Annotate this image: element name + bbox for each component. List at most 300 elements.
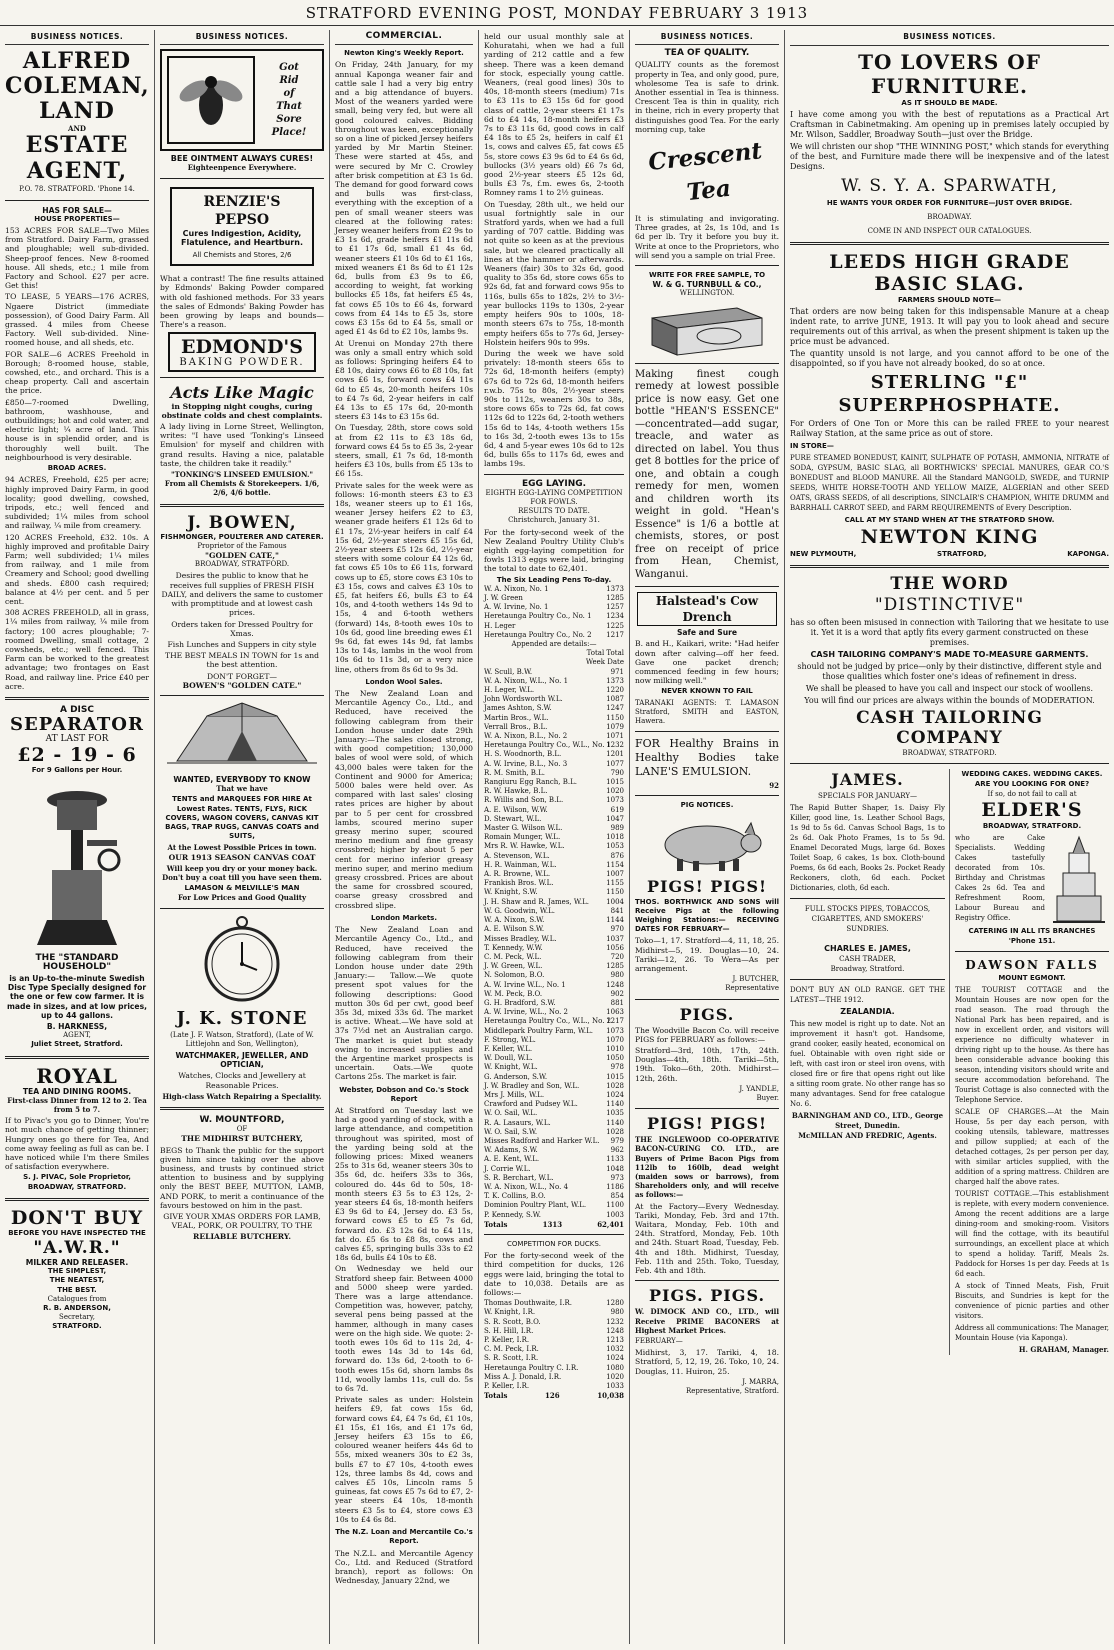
- row-label: Totals: [484, 1391, 508, 1401]
- ad-text: Fish Lunches and Suppers in city style: [167, 639, 317, 649]
- table-row: [484, 1119, 624, 1128]
- row-label: H. Leger, W.L.: [484, 686, 535, 695]
- row-label: Verrall Bros., B.L.: [484, 722, 548, 731]
- table-row: [484, 953, 624, 962]
- row-label: Heretaunga Poultry C. I.R.: [484, 1363, 579, 1372]
- table-row: [484, 1391, 624, 1400]
- pig-image: [647, 815, 767, 873]
- ad-line: HE WANTS YOUR ORDER FOR FURNITURE—JUST OVER BRIDGE.: [826, 199, 1073, 207]
- ad-text: Making finest cough remedy at lowest possible price is now easy. Get one bottle "HEAN'S ESSENCE" —concentrated—add sugar, treacle, and water as directed on label. You thus get 8 bottles for the price of one, and obtain a cough remedy for men, women and children worth its weight in gold. "Hean's Essence" is 1/6 a bottle at chemists, stores, or post free on receipt of price from Hean, Chemist, Wanganui.: [635, 368, 779, 580]
- row-label: Middlepark Poultry Farm, W.L.: [484, 1026, 594, 1035]
- ad-text: Toko—1, 17. Stratford—4, 11, 18, 25. Midhirst—5, 19. Douglas—10, 24. Tariki—12, 26. To Wera—As per arrangement.: [635, 936, 779, 974]
- row-label: P. Keller, I.R.: [484, 1336, 530, 1345]
- ad-text: That orders are now being taken for this indispensable Manure at a cheap indent rate, to arrive JUNE, 1913. It will pay you to look ahead and secure requirements out of this arrival, as when the present shipment is taken up the price must be advanced.: [790, 307, 1109, 346]
- row-value: 1133: [606, 1155, 624, 1164]
- listing: £850—7-roomed Dwelling, bathroom, washhouse, and outbuildings; hot and cold water, and electric light; ¼ acre of land. This house is in splendid order, and is thoroughly well built. The neighbourhood is very desirable.: [5, 397, 149, 462]
- ad-line: OUR 1913 SEASON CANVAS COAT: [168, 852, 316, 862]
- listing: 153 ACRES FOR SALE—Two Miles from Stratford. Dairy Farm, grassed and ploughable; well sub-divided. Sheep-proof fences. New 8-roomed house. All sheds, etc.; 1 mile from Factory and School. £27 per acre. Get this!: [5, 226, 149, 291]
- ad-line: CALL AT MY STAND WHEN AT THE STRATFORD SHOW.: [844, 516, 1055, 524]
- row-value: 1248: [606, 980, 624, 989]
- article-subhead: London Wool Sales.: [365, 677, 443, 686]
- ad-text: W. DIMOCK AND CO., LTD., will Receive PRIME BACONERS at Highest Market Prices.: [635, 1307, 779, 1335]
- row-value: 1140: [606, 1118, 624, 1127]
- row-value: 1024: [606, 1354, 624, 1363]
- ad-line: THE BEST.: [57, 1285, 97, 1294]
- ad-line: AGENT,: [26, 158, 128, 185]
- row-value: 1232: [606, 741, 624, 750]
- row-value: 970: [610, 925, 624, 934]
- row-value: 1234: [606, 612, 624, 621]
- table-row: [484, 907, 624, 916]
- ad-text: PURE STEAMED BONEDUST, KAINIT, SULPHATE OF POTASH, AMMONIA, NITRATE of SODA, GYPSUM, BASIC SLAG, all BORTHWICKS' SPECIAL MANURES, GEAR CO.'S BONEDUST and BLOOD MANURE. All the Standard MANGOLD, SWEDE, and TURNIP SEEDS, WHITE HORSE-TOOTH AND YELLOW MAIZE, ALGERIAN and other SEED OATS, GRASS SEEDS, of all descriptions, SINCLAIR'S CHAMPION, WHITE DRUMM and BARRHALL CARROT SEED, and FARM REQUIREMENTS of Every Description.: [790, 454, 1109, 512]
- row-label: H. R. Wainman, W.L.: [484, 860, 557, 869]
- row-value: 1050: [606, 1054, 624, 1063]
- elder-column: [955, 769, 1109, 1355]
- row-label: S. R. Scott, I.R.: [484, 1354, 539, 1363]
- table-row: [484, 1091, 624, 1100]
- ad-line: That we have: [216, 784, 268, 794]
- ad-text: Orders taken for Dressed Poultry for Xmas.: [171, 619, 313, 638]
- ad-line: For 9 Gallons per Hour.: [31, 766, 123, 775]
- row-value: 720: [610, 952, 624, 961]
- table-row: [484, 815, 624, 824]
- ad-places: [790, 549, 1109, 559]
- ad-text: is an Up-to-the-minute Swedish Disc Type Specially designed for the one or few cow farmer. It is made in sizes, and at low prices, up to 44 gallons.: [7, 973, 147, 1020]
- row-label: W. O. Sail, S.W.: [484, 1127, 538, 1136]
- ad-text: A lady living in Lorne Street, Wellington, writes: "I have used 'Tonking's Linseed Emulsion' for myself and children with grand results. Having a nice, palatable taste, the children take it readily.": [160, 422, 324, 468]
- ad-address: P.O. 78. STRATFORD. 'Phone 14.: [19, 185, 135, 194]
- table-row: [484, 833, 624, 842]
- ad-line: IN STORE—: [790, 442, 834, 450]
- row-value: 979: [610, 1136, 624, 1145]
- ad-line: AT LAST FOR: [45, 734, 109, 745]
- row-label: W. A. Nixon, W.L., No. 1: [484, 676, 569, 685]
- article-paragraph: Private sales as under: Holstein heifers £9, fat cows 15s 6d, forward cows £4, £4 7s 6d, £1 10s, £1 15s, £1 16s, and £1 17s 6d, Jersey heifers £3 15s to £6, coloured weaner heifers 44s 6d to 55s, mixed weaners 30s to £2 3s, bulls £7 to £7 10s, 4-tooth ewes 12s, three lambs 8s 4d, cows and calves £5 10s, Lincoln rams 5 guineas, fat cows £5 7s 6d to £7, 2-year steers £4 10s, 18-month steers £3 5s to £4, store cows £3 10s to £4 6s 8d.: [335, 1395, 473, 1524]
- row-value: 1015: [606, 1072, 624, 1081]
- table-row: [484, 1373, 624, 1382]
- row-label: W. Adams, S.W.: [484, 1146, 538, 1155]
- ad-line: ELDER'S: [981, 799, 1083, 821]
- ad-text: Stratford—3rd, 10th, 17th, 24th. Douglas—4th, 18th. Tariki—5th, 19th. Toko—6th, 20th. Midhirst—12th, 26th.: [635, 1046, 779, 1083]
- article-subhead: EIGHTH EGG-LAYING COMPETITION FOR FOWLS.: [485, 488, 623, 506]
- article-paragraph: For the forty-second week of the third competition for ducks, 126 eggs were laid, bringing the total to date to 10,038. Details are as follows:—: [484, 1251, 624, 1298]
- crescent-logo: Crescent Tea: [647, 137, 764, 207]
- ad-line: CHARLES E. JAMES,: [824, 944, 911, 953]
- section-header: BUSINESS NOTICES.: [160, 30, 324, 45]
- row-label: J. W. Green, W.L.: [484, 962, 543, 971]
- row-label: C. M. Peck, W.L.: [484, 952, 542, 961]
- article-paragraph: During the week we have sold privately: 18-month steers 65s to 72s 6d, 18-month heifers (empty) 67s 6d to 72s 6d, 18-month heifers r.w.b. 75s to 80s, 2½-year steers 90s to 112s, weaners 30s to 38s, store cows 65s to 72s 6d, fat cows 112s 6d to 122s 6d, 2-tooth wethers 15s 6d to 14s, 4-tooth wethers 15s to 16s 3d, 2-tooth ewes 13s to 15s 6d, 4 and 5-year ewes 10s 6d to 12s 6d, bulls 65s to 117s 6d, ewes and lambs 19s.: [484, 348, 624, 469]
- ad-line: WEDDING CAKES. WEDDING CAKES.: [961, 770, 1103, 778]
- ad-text: THOS. BORTHWICK AND SONS will Receive Pigs at the following Weighing Stations:— RECEIVING DATES FOR FEBRUARY—: [635, 897, 779, 934]
- ad-line: High-class Watch Repairing a Speciality.: [162, 1091, 322, 1101]
- row-value: 1150: [606, 888, 624, 897]
- ad-line: McMILLAN AND FREDRIC, Agents.: [798, 1131, 937, 1140]
- row-label: W. M. Peck, B.O.: [484, 989, 543, 998]
- table-row: [484, 1299, 624, 1308]
- ad-text: Will keep you dry or your money back. Don't buy a coat till you have seen them.: [162, 863, 322, 882]
- row-label: R. Willis and Son, B.L.: [484, 796, 564, 805]
- ad-line: From all Chemists & Storekeepers. 1/6, 2/6, 4/6 bottle.: [164, 479, 320, 498]
- ad-text: (Late J. F. Watson, Stratford), (Late of W. Littlejohn and Son, Wellington),: [170, 1030, 314, 1048]
- table-row: [484, 981, 624, 990]
- table-row: [484, 1036, 624, 1045]
- row-value: 1007: [606, 870, 624, 879]
- ad-line: First-class Dinner from 12 to 2. Tea from 5 to 7.: [7, 1095, 147, 1115]
- table-row: [484, 1082, 624, 1091]
- row-value: 980: [610, 971, 624, 980]
- ad-line: BROADWAY, STRATFORD.: [902, 749, 997, 757]
- ad-text: Watches, Clocks and Jewellery at Reasonable Prices.: [178, 1071, 306, 1090]
- row-value: 1032: [606, 1345, 624, 1354]
- row-value: 881: [610, 998, 624, 1007]
- ad-text: Midhirst, 3, 17. Tariki, 4, 18. Stratford, 5, 12, 19, 26. Toko, 10, 24. Douglas, 11. Huiron, 25.: [635, 1348, 779, 1376]
- section-header: BUSINESS NOTICES.: [635, 30, 779, 45]
- ad-line: DON'T BUY: [10, 1206, 144, 1229]
- ad-text: Desires the public to know that he receives full supplies of FRESH FISH DAILY, and delivers the same to customer with promptitude and at lowest cash prices.: [161, 571, 323, 618]
- row-label: Mrs J. Mills, W.L.: [484, 1090, 545, 1099]
- row-value: 1144: [606, 916, 624, 925]
- row-value: 1213: [606, 1336, 624, 1345]
- row-value: 1010: [606, 1044, 624, 1053]
- place: KAPONGA.: [1067, 550, 1109, 558]
- leading-pens-list: [484, 585, 624, 640]
- listing: 94 ACRES, Freehold, £25 per acre; highly improved Dairy Farm, in good locality; good dwelling, cowshed, tripods, etc.; well fenced and subdivided; 1¼ miles from school and railway, ¼ mile from creamery.: [5, 475, 149, 531]
- row-label: Dominion Poultry Plant, W.L.: [484, 1201, 587, 1210]
- ad-line: OF: [236, 1125, 248, 1134]
- row-label: W. O. Sail, W.L.: [484, 1109, 538, 1118]
- row-label: J. Corrie W.L.: [484, 1164, 531, 1173]
- row-value: 1186: [606, 1182, 624, 1191]
- ad-text: The Rapid Butter Shaper, 1s. Daisy Fly Killer, good line, 1s. Leather School Bags, 1s 9d to 5s 6d. Canvas School Bags, 1s to 2s 6d. Oak Photo Frames, 1s to 5s 9d. Enamel Decorated Mugs, large 6d. Boxes Toilet Soap, 6 cakes, 1s box. Cloth-bound Poems, 6s 6d each, Books 2s. Pocket Ready Reckoners, cloth, 6d each. Pocket Dictionaries, cloth, 6d each.: [790, 804, 945, 892]
- listing: FOR SALE—6 ACRES Freehold in Borough; 8-roomed house, stable, cowshed, etc., and orchard. This is a cheap property. Call and ascertain the price.: [5, 349, 149, 396]
- ad-line: FEBRUARY—: [635, 1336, 683, 1345]
- row-label: C. M. Peck, I.R.: [484, 1345, 539, 1354]
- row-label: W. Scull, B.W.: [484, 667, 533, 676]
- row-label: Romain Munger, W.L.: [484, 833, 561, 842]
- ad-text: FOR Healthy Brains in Healthy Bodies take LANE'S EMULSION.: [635, 737, 779, 779]
- row-value: 1056: [606, 943, 624, 952]
- table-row: [484, 769, 624, 778]
- row-value: 971: [610, 667, 624, 676]
- ad-line: THE WORD: [890, 574, 1009, 594]
- row-label: W. A. Nixon, S.W.: [484, 916, 545, 925]
- row-value: 989: [610, 824, 624, 833]
- ad-line: THE SIMPLEST,: [47, 1267, 107, 1276]
- ad-line: AGENT,: [63, 1031, 91, 1040]
- table-header: Total Total: [586, 649, 624, 658]
- ad-line: of: [283, 88, 295, 100]
- table-row: [484, 1155, 624, 1164]
- row-label: Totals: [484, 1219, 508, 1229]
- table-row: [484, 898, 624, 907]
- ad-line: NEVER KNOWN TO FAIL: [661, 687, 753, 696]
- article-paragraph: held our usual monthly sale at Kohuratahi, when we had a full yarding of 212 cattle and a few sheep. There was a keen demand for stock, especially young cattle. Weaners, (real good lines) 30s to 40s, 18-month steers (medium) 71s to £3 11s to £3 15s 6d for good class of cattle, 2-year steers £1 17s 6d to £4 14s, 18-month heifers £3 7s to £3 11s 6d, good cows in calf £4 18s to £5 2s, heifers in calf £1 1s, cows and calves £5, fat cows £5 5s, store cows £3 9s 6d to £4 6s 6d, bullocks (3½ years old) £6 7s 6d, good 2½-year steers £5 12s 6d, bulls £3 7s, f.m. ewes 6s, 2-tooth Romney rams 1 to 2½ guineas.: [484, 32, 624, 198]
- row-value: 1280: [606, 1299, 624, 1308]
- table-row: [484, 888, 624, 897]
- row-label: S. R. Berchart, W.L.: [484, 1173, 554, 1182]
- ad-line: CASH TAILORING: [856, 708, 1043, 728]
- ad-text: A stock of Tinned Meats, Fish, Fruit Biscuits, and Sundries is kept for the convenience of picnic parties and other visitors.: [955, 1282, 1109, 1320]
- ad-text: QUALITY counts as the foremost property in Tea, and only good, pure, wholesome Tea is safe to drink. Another essential in Tea is thinness. Crescent Tea is thin in quality, rich in theine, rich in every property that distinguishes good Tea. For the early morning cup, take: [635, 60, 779, 134]
- table-row: [484, 612, 624, 621]
- row-value: 1028: [606, 1081, 624, 1090]
- row-value: 1063: [606, 1008, 624, 1017]
- row-value: 1071: [606, 732, 624, 741]
- row-label: J. W. Green: [484, 593, 523, 602]
- listing: 120 ACRES Freehold, £32. 10s. A highly improved and profitable Dairy Farm; well subdivided; 1¼ miles from railway, and 1 mile from Creamery and School; good dwelling and sheds. £800 cash required; balance at 4½ per cent. and 5 per cent.: [5, 532, 149, 606]
- row-value: 10,038: [597, 1391, 624, 1401]
- ad-line: Safe and Sure: [676, 628, 738, 638]
- row-label: Heretaunga Poultry Co., W.L., No. 2: [484, 1017, 612, 1026]
- row-label: W. Knight, I.R.: [484, 1308, 536, 1317]
- column-5: [630, 30, 784, 1644]
- table-row: [484, 1109, 624, 1118]
- row-label: A. W. Irvine, B.L., No. 3: [484, 759, 568, 768]
- ad-line: Eighteenpence Everywhere.: [187, 163, 297, 173]
- ad-line: COLEMAN,: [5, 73, 150, 100]
- tent-image: [167, 701, 317, 771]
- row-label: R. M. Smith, B.L.: [484, 768, 546, 777]
- ad-text: If to Pivac's you go to Dinner, You're not much chance of getting thinner; Hungry ones go there for Tea, And come away feeling as full as can be. I have noticed while I'm there Smiles of satisfaction everywhere.: [5, 1116, 149, 1172]
- ad-line: Place!: [271, 127, 307, 139]
- ad-text: DON'T BUY AN OLD RANGE. GET THE LATEST—THE 1912.: [790, 986, 945, 1004]
- ad-number: 92: [769, 781, 779, 791]
- column-2: [155, 30, 329, 1644]
- table-row: [484, 796, 624, 805]
- ad-line: THE MIDHIRST BUTCHERY,: [181, 1134, 303, 1144]
- table-row: [484, 962, 624, 971]
- listing: 308 ACRES FREEHOLD, all in grass, 1¼ miles from railway, ¼ mile from factory; 100 acres ploughable; 7-roomed Dwelling, small cottage, 2 cowsheds, etc.; well fenced. This Farm can be worked to the greatest advantage; two frontages on East Road, and railway line. Price £40 per acre.: [5, 608, 149, 691]
- pocket-watch-icon: [197, 914, 287, 1004]
- row-label: S. R. Scott, B.O.: [484, 1317, 541, 1326]
- table-row: [484, 1100, 624, 1109]
- row-value: 1033: [606, 1382, 624, 1391]
- row-label: Martin Bros., W.L.: [484, 713, 549, 722]
- listing: TO LEASE, 5 YEARS—176 ACRES, Ngaere District (immediate possession), of Good Dairy Farm. All grassed. 4 miles from Cheese Factory. Well sub-divided. Nine-roomed house, and all sheds, etc.: [5, 292, 149, 348]
- separator-image: [27, 780, 127, 950]
- row-value: 1373: [606, 676, 624, 685]
- row-label: Misses Radford and Harker W.L.: [484, 1136, 600, 1145]
- ad-line: BOWEN'S "GOLDEN CATE.": [182, 680, 302, 690]
- ad-text: The quantity unsold is not large, and you cannot afford to be one of the disappointed, so if you have not already booked, do so at once.: [790, 349, 1109, 368]
- row-label: R. W. Hawke, B.L.: [484, 787, 548, 796]
- column-3: [330, 30, 478, 1644]
- table-row: [484, 852, 624, 861]
- table-row: [484, 1128, 624, 1137]
- column-6: [785, 30, 1114, 1644]
- ad-text: who are Cake Specialists. Wedding Cakes tastefully decorated from 10s. Birthday and Christmas Cakes 2s 6d. Tea and Refreshment Room, Labour Bureau and Registry Office.: [955, 834, 1045, 922]
- table-row: [484, 787, 624, 796]
- row-value: 980: [610, 1308, 624, 1317]
- ad-line: TEA OF QUALITY.: [664, 48, 750, 59]
- ad-line: PIGS! PIGS!: [646, 876, 768, 896]
- ad-line: Secretary,: [59, 1313, 95, 1322]
- row-label: F. Strong, W.L.: [484, 1035, 536, 1044]
- ad-line: TO LOVERS OF FURNITURE.: [858, 50, 1041, 98]
- row-label: F. Keller, W.L.: [484, 1044, 533, 1053]
- table-row: [484, 990, 624, 999]
- table-row: [484, 1165, 624, 1174]
- article-subhead: Webster, Dobson and Co.'s Stock Report: [339, 1085, 469, 1103]
- row-label: J. W. Bradley and Son, W.L.: [484, 1081, 580, 1090]
- ad-line: S. J. PIVAC, Sole Proprietor,: [23, 1173, 131, 1182]
- row-value: 1024: [606, 1090, 624, 1099]
- row-label: T. K. Collins, B.O.: [484, 1192, 546, 1201]
- ad-text: TENTS and MARQUEES FOR HIRE At Lowest Rates. TENTS, FLYS, RICK COVERS, WAGON COVERS, CANVAS KIT BAGS, TRAP RUGS, CANVAS COATS and SUITS,: [165, 795, 319, 841]
- row-value: 978: [610, 1063, 624, 1072]
- table-row: [484, 916, 624, 925]
- ad-line: BEFORE YOU HAVE INSPECTED THE: [8, 1228, 146, 1237]
- row-label: W. Knight, W.L.: [484, 1063, 538, 1072]
- column-4: [479, 30, 629, 1644]
- ad-line: SPECIALS FOR JANUARY—: [818, 792, 917, 800]
- table-row: [484, 677, 624, 686]
- row-label: J. H. Shaw and R. James, W.L.: [484, 897, 589, 906]
- row-value: 62,401: [597, 1219, 624, 1229]
- article-paragraph: The New Zealand Loan and Mercantile Agency Co., Ltd., and Reduced, have received the following cablegram from their London house under date 29th January:— Tallow.—We quote present spot values for the following descriptions: Good mutton 30s 6d per cwt, good beef 35s 3d, mixed 33s 6d. The market is active. Wheat.—We have sold at 37s 7½d net an Australian cargo. The market is quiet but steady owing to increased supplies and the Argentine market prospects is uncertain. Oats.—We quote Cartons 25s. The market is fair.: [335, 925, 473, 1082]
- edmonds-logo: [168, 332, 316, 371]
- row-label: Misses Bradley, W.L.: [484, 934, 557, 943]
- ad-line: BEE OINTMENT ALWAYS CURES!: [170, 154, 314, 164]
- ad-text: We will christen our shop "THE WINNING POST," which stands for everything of the best, and Furniture made there will be inexpensive and of the latest Designs.: [790, 142, 1109, 171]
- ad-line: FISHMONGER, POULTERER AND CATERER.: [160, 532, 324, 541]
- table-row: [484, 695, 624, 704]
- table-row: [484, 1327, 624, 1336]
- row-value: 962: [610, 1146, 624, 1155]
- ad-line: B. HARKNESS,: [46, 1022, 108, 1031]
- row-label: H. Leger: [484, 621, 516, 630]
- article-paragraph: Private sales for the week were as follows: 16-month steers £3 to £3 18s, weaner steers up to £1 16s, weaner Jersey heifers £2 to £3, weaner grade heifers £1 12s 6d to £1 17s, 2½-year heifers in calf £4 15s 6d, 2½-year steers £5 15s 6d, 2½-year steers £5 12s 6d, 2½-year steers with some colour £4 12s 6d, fat cows £5 10s to £6 11s, forward cows up to £5, store cows £3 10s to £3 15s, cows and calves £3 10s to £5, fat heifers £6, bulls £3 to £4 10s, and 4-tooth wethers 14s 9d to 15s, 4 and 6-tooth wethers (forward) 14s, 8-tooth ewes 10s to 10s 6d, good line breeding ewes £1 9s 6d, fat ewes 14s 9d, fat lambs 13s to 14s, lambs in the wool from 10s 6d to 11s 3d, or a very nice line, others from 8s 6d to 9s 3d.: [335, 480, 473, 674]
- row-label: G. H. Bradford, S.W.: [484, 998, 556, 1007]
- section-header: BUSINESS NOTICES.: [790, 30, 1109, 46]
- table-row: [484, 631, 624, 640]
- column-1: [0, 30, 154, 1644]
- table-row: [484, 1345, 624, 1354]
- row-label: N. Solomon, B.O.: [484, 971, 545, 980]
- table-row: [484, 1073, 624, 1082]
- place: NEW PLYMOUTH,: [790, 550, 857, 558]
- row-value: 1257: [606, 603, 624, 612]
- row-value: 1018: [606, 833, 624, 842]
- ad-line: Proprietor of the Famous: [197, 541, 287, 550]
- table-row: [484, 999, 624, 1008]
- article-paragraph: The New Zealand Loan and Mercantile Agency Co., Ltd., and Reduced, have received the following cablegram from their London house under date 29th January:—The sales closed strong, with good competition; 130,000 bales of wool were sold, of which 43,000 bales were taken for the Continent and 9000 for America; 5000 bales were held over. As compared with last sales' closing rates prices are higher by about par to 5 per cent for crossbred lambs, scoured merino super greasy merino super, scoured merino medium and fine greasy crossbred; higher by about 5 per cent for merino inferior greasy merino super, and merino medium greasy crossbred. Prices are about the same for crossbred scoured, coarse greasy crossbred and crossbred slipe.: [335, 689, 473, 910]
- duck-total: [484, 1391, 624, 1400]
- ad-line: Representative, Stratford.: [685, 1386, 779, 1395]
- ad-line: Buyer.: [756, 1094, 779, 1103]
- james-column: [790, 769, 950, 1355]
- egg-total: [484, 1220, 624, 1229]
- article-paragraph: For the forty-second week of the New Zealand Poultry Utility Club's eighth egg-laying competition for fowls 1313 eggs were laid, bringing the total to date to 62,401.: [484, 527, 624, 574]
- article-paragraph: On Tuesday, 28th, store cows sold at from £2 11s to £3 18s 6d, forward cows £4 5s to £5 3s, 2-year steers, small, £1 7s 6d, 18-month heifers £3 10s, bulls from £5 13s to £6 15s.: [335, 423, 473, 479]
- table-row: [484, 1211, 624, 1220]
- row-label: A. W. Irvine, W.L., No. 2: [484, 1008, 568, 1017]
- table-row: [484, 1183, 624, 1192]
- ad-line: "A.W.R.": [33, 1238, 121, 1259]
- row-label: Heretaunga Poultry Co., No. 1: [484, 612, 592, 621]
- table-row: [484, 732, 624, 741]
- ad-line: "TONKING'S LINSEED EMULSION.": [170, 470, 314, 480]
- ad-line: AS IT SHOULD BE MADE.: [901, 99, 998, 107]
- row-value: 841: [610, 906, 624, 915]
- ad-line: FARMERS SHOULD NOTE—: [897, 296, 1001, 304]
- table-row: [484, 750, 624, 759]
- ad-text: I have come among you with the best of reputations as a Practical Art Craftsman in Cabinetmaking. Am opening up in premises lately occupied by Mr. Wilson, Saddler, Broadway South—just over the Bridge.: [790, 110, 1109, 139]
- duck-table: [484, 1299, 624, 1391]
- ad-text: Cures Indigestion, Acidity, Flatulence, and Heartburn.: [181, 228, 303, 247]
- row-label: Master G. Wilson W.L.: [484, 824, 563, 833]
- table-row: [484, 741, 624, 750]
- row-value: 1048: [606, 1164, 624, 1173]
- table-row: [484, 686, 624, 695]
- ad-line: AND: [68, 124, 86, 134]
- ad-line: BROADWAY, STRATFORD.: [27, 1182, 127, 1191]
- row-value: 1248: [606, 1326, 624, 1335]
- row-label: Frankish Bros. W.L.: [484, 879, 554, 888]
- ad-line: BARNINGHAM AND CO., LTD., George Street, Dunedin.: [791, 1111, 944, 1130]
- row-label: P. Kennedy, S.W.: [484, 1210, 542, 1219]
- article-paragraph: At Stratford on Tuesday last we had a good yarding of stock, with a large attendance, and competition throughout was spirited, most of the yarding being sold at the following prices: Mixed weaners 25s to 31s 6d, weaner steers 30s to 35s 6d, dc. heifers 33s to 36s, coloured do. 44s 6d to 50s, 18-month steers £3 5s to £3 12s, 2-year steers £4 6s, 18-month heifers £3 9s 6d to £4, Jersey do. £3 5s, forward cows £5 to £5 7s 6d, forward do. £3 12s 6d to £4 11s, fat do. £5 6s to £8 8s, cows and calves £5, springing bulls 33s to £2 18s 6d, bulls £4 10s to £8.: [335, 1105, 473, 1263]
- ad-line: "DISTINCTIVE": [874, 595, 1025, 615]
- table-row: [484, 1174, 624, 1183]
- row-value: 1003: [606, 1210, 624, 1219]
- row-label: W. Knight, S.W.: [484, 888, 538, 897]
- ad-line: Got: [279, 62, 299, 74]
- article-paragraph: On Friday, 24th January, for my annual Kaponga weaner fair and cattle sale I had a very big entry and a big attendance of buyers. Most of the weaners yarded were small, being very fed, but were all good coloured calves. Bidding throughout was keen, exceptionally so on a line of picked Jersey heifers yarded by Mr Martin Steiner. These were started at 45s, and were secured by Mr C. Crowley after brisk competition at £3 1s 6d. The demand for good forward cows and bulls was first-class, everything with the exception of a pen of small weaner steers was cleared at the following rates: Jersey weaner heifers from £2 9s to £3 1s 6d, grade heifers £1 11s 6d to £1 17s 6d, small £1 4s 6d, weaner steers £1 10s 6d to £1 16s, mixed weaners £1 8s 6d to £1 12s 6d, bulls from £3 9s to £6, according to weight, fat working bullocks £5 18s, fat heifers £5 4s, fat cows £5 10s to £6 4s, forward cows from £4 14s to £5 3s, store cows £3 15s 6d to £4 5s, small or aged £1 4s 6d to £2 10s, lambs 9s.: [335, 60, 473, 337]
- table-row: [484, 1054, 624, 1063]
- tea-packet-image: [647, 303, 767, 358]
- row-value: 619: [610, 805, 624, 814]
- row-label: James Ashton, S.W.: [484, 704, 552, 713]
- ad-line: THE NEATEST,: [49, 1276, 105, 1285]
- row-value: 1004: [606, 897, 624, 906]
- ad-line: DON'T FORGET—: [206, 671, 277, 681]
- table-row: [484, 1146, 624, 1155]
- row-label: G. Anderson, S.W.: [484, 1072, 548, 1081]
- article-title: EGG LAYING.: [521, 478, 587, 489]
- row-value: 1313: [542, 1219, 563, 1229]
- row-label: Rangiuru Egg Ranch, B.L.: [484, 778, 577, 787]
- row-value: 1155: [606, 879, 624, 888]
- row-value: 1035: [606, 1109, 624, 1118]
- dateline: Christchurch, January 31.: [508, 516, 600, 525]
- ad-line: W. MOUNTFORD,: [199, 1114, 285, 1125]
- ad-line: ESTATE: [25, 132, 129, 159]
- ad-line: All Chemists and Stores, 2/6: [192, 251, 292, 260]
- article-subhead: The Six Leading Pens To-day.: [496, 575, 612, 584]
- row-label: T. Kennedy, W.W.: [484, 943, 543, 952]
- ad-line: SEPARATOR: [10, 714, 144, 736]
- ad-line: BAKING POWDER.: [179, 357, 305, 369]
- ad-line: BROADWAY.: [927, 213, 972, 221]
- ad-line: JAMES.: [831, 770, 904, 789]
- section-header: BUSINESS NOTICES.: [5, 30, 149, 45]
- row-value: 876: [610, 851, 624, 860]
- row-value: 1053: [606, 842, 624, 851]
- ad-line: STRATFORD.: [52, 1322, 102, 1331]
- table-row: [484, 585, 624, 594]
- row-value: 973: [610, 1173, 624, 1182]
- row-value: 1020: [606, 1372, 624, 1381]
- table-row: [484, 760, 624, 769]
- ad-line: NEWTON KING: [860, 526, 1039, 548]
- ad-line: At the Lowest Possible Prices in town.: [167, 843, 317, 853]
- row-value: 1217: [606, 630, 624, 639]
- row-value: 1220: [606, 686, 624, 695]
- ad-text: THE TOURIST COTTAGE and the Mountain Houses are now open for the road season. The road through the National Park has been repaired, and is now in excellent order, and visitors will experience no difficulty whatever in driving right up to the house. As there has been considerable advance booking this season, intending visitors should write and secure accommodation beforehand. The Tourist Cottage is also connected with the Telephone Service.: [955, 986, 1109, 1104]
- table-row: [484, 870, 624, 879]
